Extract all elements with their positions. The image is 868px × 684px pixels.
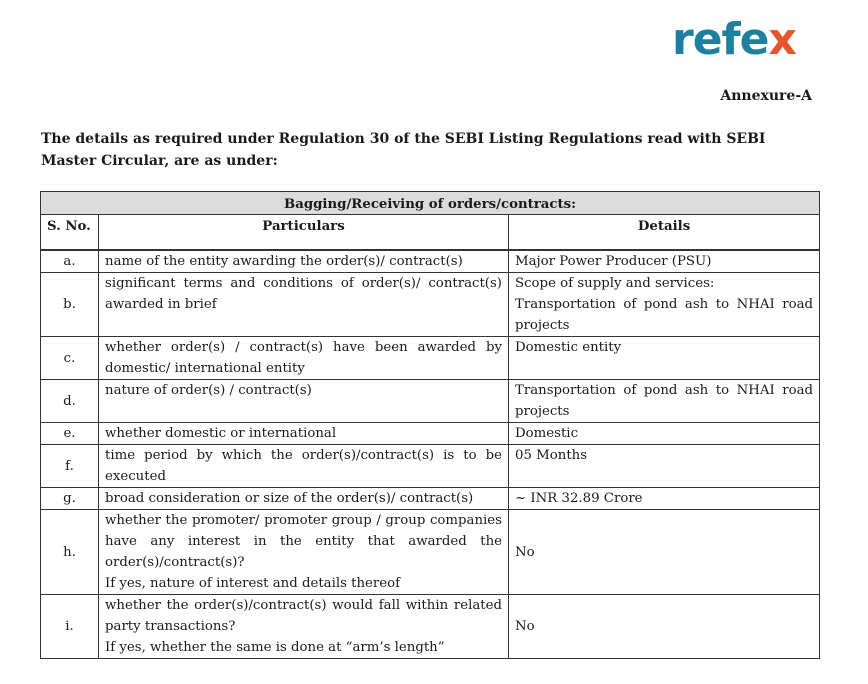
particulars-text: whether the order(s)/contract(s) would fall within related party transactions?	[105, 598, 502, 634]
table-row	[41, 423, 820, 445]
annexure-label: Annexure-A	[720, 88, 812, 104]
row-sno: g.	[41, 488, 99, 510]
particulars-text: whether order(s) / contract(s) have been awarded by domestic/ international entity	[105, 340, 502, 376]
row-sno: e.	[41, 423, 99, 445]
row-details	[509, 250, 820, 273]
details-text: Scope of supply and services:	[515, 276, 715, 291]
row-details	[509, 595, 820, 659]
table-row	[41, 510, 820, 595]
particulars-text: name of the entity awarding the order(s)/ contract(s)	[105, 254, 463, 269]
particulars-text: nature of order(s) / contract(s)	[105, 383, 312, 398]
row-particulars	[99, 488, 509, 510]
details-text: No	[515, 619, 535, 634]
particulars-text: If yes, nature of interest and details thereof	[105, 576, 401, 591]
details-text: No	[515, 544, 535, 560]
svg-text:refex: refex	[672, 14, 796, 64]
row-particulars	[99, 445, 509, 488]
row-details	[509, 423, 820, 445]
refex-logo	[672, 14, 812, 64]
row-particulars	[99, 337, 509, 380]
details-text: ~ INR 32.89 Crore	[515, 491, 643, 506]
details-text: Transportation of pond ash to NHAI road projects	[515, 383, 814, 419]
header-sno: S. No.	[41, 215, 99, 251]
row-sno: b.	[41, 273, 99, 337]
particulars-text: whether the promoter/ promoter group / group companies have any interest in the entity that awarded the order(s)/contract(s)?	[105, 513, 502, 570]
row-particulars	[99, 250, 509, 273]
row-details	[509, 510, 820, 595]
header-details: Details	[509, 215, 820, 251]
row-details	[509, 273, 820, 337]
particulars-text: whether domestic or international	[105, 426, 337, 441]
row-details	[509, 380, 820, 423]
row-particulars	[99, 510, 509, 595]
order-details-table	[40, 191, 820, 659]
row-particulars	[99, 595, 509, 659]
table-row	[41, 273, 820, 337]
row-sno: c.	[41, 337, 99, 380]
details-text: Major Power Producer (PSU)	[515, 254, 712, 269]
table-row	[41, 445, 820, 488]
table-row	[41, 488, 820, 510]
particulars-text: time period by which the order(s)/contract(s) is to be executed	[105, 448, 502, 484]
row-sno: h.	[41, 510, 99, 595]
row-sno: i.	[41, 595, 99, 659]
row-details	[509, 445, 820, 488]
row-particulars	[99, 380, 509, 423]
particulars-text: broad consideration or size of the order(s)/ contract(s)	[105, 491, 474, 506]
details-text: Domestic entity	[515, 340, 622, 355]
table-row	[41, 250, 820, 273]
row-sno: f.	[41, 445, 99, 488]
particulars-text: If yes, whether the same is done at “arm’s length”	[105, 640, 445, 655]
table-row	[41, 380, 820, 423]
table-row	[41, 337, 820, 380]
row-details	[509, 488, 820, 510]
row-sno: a.	[41, 250, 99, 273]
table-row	[41, 595, 820, 659]
particulars-text: significant terms and conditions of order(s)/ contract(s) awarded in brief	[105, 276, 502, 312]
row-particulars	[99, 273, 509, 337]
row-sno: d.	[41, 380, 99, 423]
details-text: Transportation of pond ash to NHAI road projects	[515, 297, 814, 333]
table-title: Bagging/Receiving of orders/contracts:	[41, 192, 820, 215]
page-heading: The details as required under Regulation 30 of the SEBI Listing Regulations read with SEBI Master Circular, are as under:	[41, 131, 766, 169]
row-details	[509, 337, 820, 380]
row-particulars	[99, 423, 509, 445]
header-particulars: Particulars	[99, 215, 509, 251]
details-text: Domestic	[515, 426, 579, 441]
details-text: 05 Months	[515, 448, 588, 463]
